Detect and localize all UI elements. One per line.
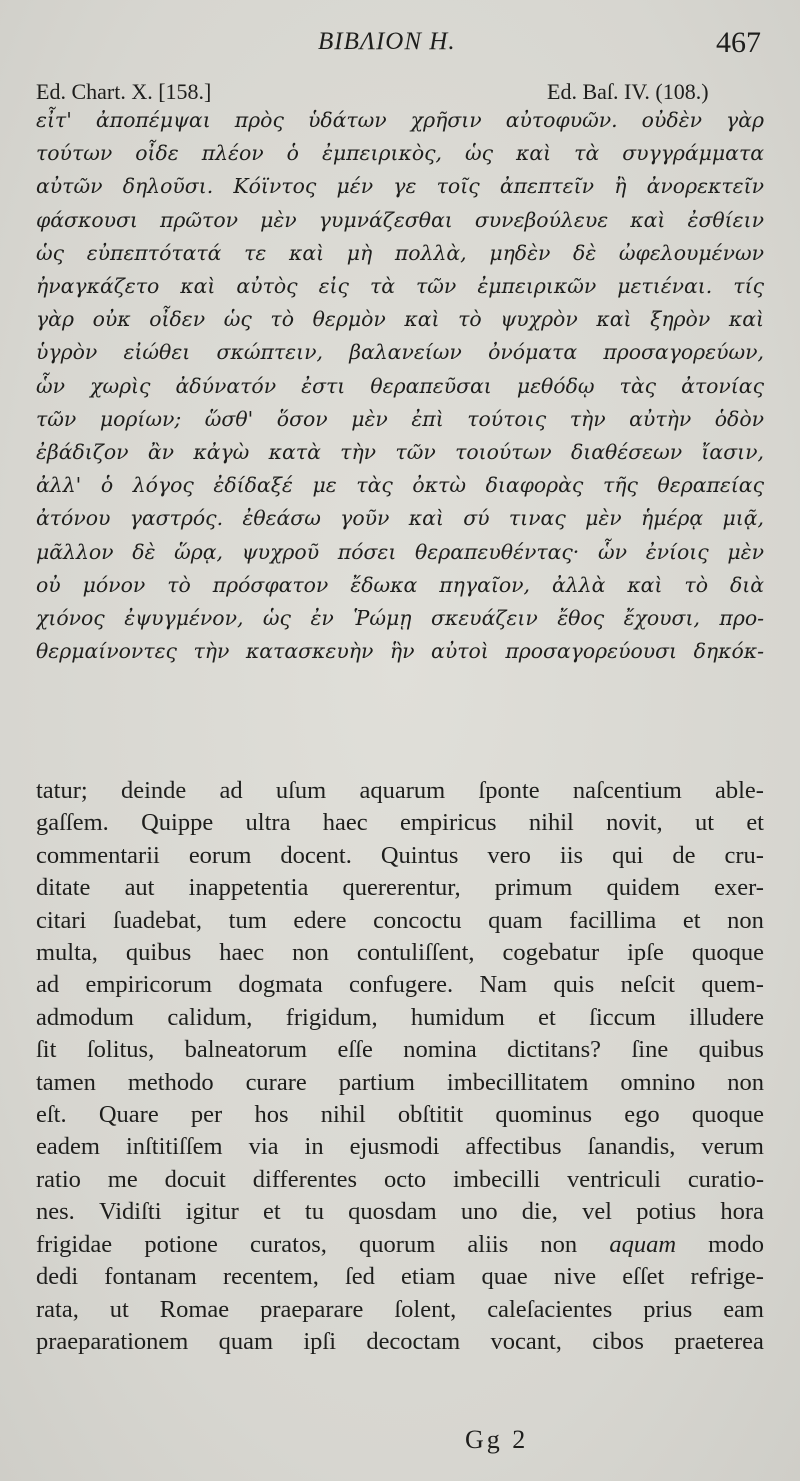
latin-word: eſt. [36,1101,67,1129]
latin-word: nihil [528,809,574,837]
latin-word: cru- [724,841,764,869]
greek-line: τῶν μορίων; ὥσθ' ὅσον μὲν ἐπὶ τούτοις τὴν αὐτὴν ὁδὸν [36,406,764,431]
latin-word: die, [521,1198,558,1226]
latin-word: ditate [36,874,91,902]
latin-word: gaſſem. [36,809,109,837]
latin-word: ego [624,1101,660,1129]
latin-word: via [248,1133,279,1161]
latin-word: igitur [185,1198,239,1226]
latin-word: quibus [698,1036,764,1064]
greek-line: φάσκουσι πρῶτον μὲν γυμνάζεσθαι συνεβούλευε καὶ ἐσθίειν [36,207,764,232]
latin-word: humidum [410,1003,505,1031]
greek-line: θερμαίνοντες τὴν κατασκευὴν ἣν αὐτοὶ προσαγορεύουσι δηκόκ- [36,639,764,664]
latin-word: omnino [620,1068,696,1096]
latin-word: exer- [714,874,764,902]
latin-word: eorum [188,841,252,869]
latin-word: qui [612,841,644,869]
latin-word: cibos [592,1327,644,1355]
greek-line: ἐβάδιζον ἂν κἀγὼ κατὰ τὴν τῶν τοιούτων διαθέσεων ἴασιν, [36,440,764,465]
latin-word: ſiccum [589,1003,656,1031]
latin-word: ejusmodi [349,1133,440,1161]
latin-word: ſit [36,1036,57,1064]
latin-word: verum [701,1133,764,1161]
latin-word: illudere [689,1003,764,1031]
latin-word: inappetentia [188,874,309,902]
greek-line: ὑγρὸν εἰώθει σκώπτειν, βαλανείων ὀνόματα προσαγορεύων, [36,340,764,365]
latin-word: Quare [98,1101,159,1129]
latin-line [36,775,764,807]
latin-word: vel [582,1198,612,1226]
latin-word: hora [720,1198,764,1226]
latin-word: quam [218,1327,274,1355]
latin-word: quoque [691,939,764,967]
latin-word: et [538,1003,556,1031]
latin-word: Nam [479,971,528,999]
latin-word: et [682,906,701,934]
greek-line: μᾶλλον δὲ ὥρᾳ, ψυχροῦ πόσει θεραπευθέντας· ὧν ἐνίοις μὲν [36,539,764,564]
latin-word: uſum [275,777,327,804]
latin-word: cogebatur [502,939,600,967]
latin-word: commentarii [36,841,160,869]
running-head [0,26,800,66]
latin-word: ſolent, [394,1295,457,1323]
greek-line: ὡς εὐπεπτότατά τε καὶ μὴ πολλὰ, μηδὲν δὲ ὠφελουμένων [36,240,764,265]
latin-word: frigidum, [285,1003,378,1031]
latin-word: non [540,1230,578,1258]
latin-word: ut [109,1295,129,1323]
latin-word: differentes [252,1165,358,1193]
signature-mark: Gg 2 [465,1425,529,1454]
latin-line [36,1294,764,1326]
latin-word: etiam [401,1263,456,1291]
latin-word: citari [36,906,87,934]
latin-word: me [107,1165,138,1193]
greek-line: οὐ μόνον τὸ πρόσφατον ἔδωκα πηγαῖον, ἀλλὰ καὶ τὸ διὰ [36,572,764,597]
latin-word: neſcit [620,971,675,999]
latin-word: potione [144,1230,218,1258]
latin-word: prius [643,1295,693,1323]
latin-word: Romae [159,1295,230,1323]
latin-word: nomina [403,1036,477,1064]
latin-word: frigidae [36,1230,113,1258]
latin-word: tum [228,906,267,934]
latin-word: able- [715,777,764,804]
latin-word: ventriculi [567,1165,661,1193]
latin-word: partium [338,1068,415,1096]
latin-line [36,1099,764,1131]
latin-word: recentem, [222,1263,319,1291]
latin-word: quam [488,906,543,934]
greek-line: τούτων οἶδε πλέον ὁ ἐμπειρικὸς, ὡς καὶ τὰ συγγράμματα [36,141,764,166]
running-title: ΒΙΒΛΙΟΝ Η. [318,28,456,55]
latin-word: quem- [701,971,764,999]
latin-word: ipſi [303,1327,337,1355]
latin-word: primum [494,874,573,902]
latin-word: imbecilli [453,1165,541,1193]
latin-line [36,1002,764,1034]
latin-word: imbecillitatem [446,1068,589,1096]
latin-word: tatur; [36,777,88,804]
edition-reference-basel: Ed. Baſ. IV. (108.) [547,79,709,104]
latin-word: nive [553,1263,597,1291]
latin-word: eſſet [622,1263,665,1291]
latin-word: praeterea [674,1327,764,1355]
latin-word: eadem [36,1133,100,1161]
latin-line [36,937,764,969]
latin-word: quererentur, [342,874,461,902]
latin-word: dogmata [238,971,323,999]
latin-word: curare [245,1068,307,1096]
greek-line: γὰρ οὐκ οἶδεν ὡς τὸ θερμὸν καὶ τὸ ψυχρὸν καὶ ξηρὸν καὶ [36,307,764,332]
latin-word: aut [124,874,155,902]
latin-word: praeparare [260,1295,364,1323]
latin-word: empiricorum [85,971,212,999]
latin-word: multa, [36,939,98,967]
latin-word: ſed [344,1263,375,1291]
latin-line [36,872,764,904]
latin-word: ſanandis, [587,1133,676,1161]
greek-line: εἶτ' ἀποπέμψαι πρὸς ὑδάτων χρῆσιν αὐτοφυῶν. οὐδὲν γὰρ [36,108,764,132]
latin-word: aquam [609,1230,677,1258]
latin-word: vocant, [490,1327,562,1355]
latin-word: ad [36,971,60,999]
latin-line [36,905,764,937]
latin-word: quorum [359,1230,436,1258]
latin-word: aliis [467,1230,509,1258]
latin-word: quis [553,971,595,999]
latin-word: ſine [631,1036,669,1064]
latin-text-block [36,775,764,1358]
latin-word: eam [723,1295,764,1323]
latin-word: deinde [120,777,187,804]
latin-word: facillima [569,906,657,934]
edition-reference-chartier: Ed. Chart. X. [158.] [36,79,212,104]
latin-word: calidum, [167,1003,253,1031]
greek-text-block [36,104,764,668]
latin-word: admodum [36,1003,134,1031]
latin-word: haec [219,939,265,967]
latin-word: praeparationem [36,1327,189,1355]
latin-word: tu [304,1198,324,1226]
latin-word: docuit [164,1165,226,1193]
latin-word: quidem [606,874,680,902]
latin-word: quae [481,1263,528,1291]
latin-word: per [190,1101,223,1129]
latin-word: ſolitus, [86,1036,155,1064]
latin-word: novit, [606,809,663,837]
latin-word: curatos, [250,1230,327,1258]
latin-word: refrige- [690,1263,764,1291]
latin-word: et [746,809,764,837]
latin-line [36,1164,764,1196]
latin-word: iis [559,841,584,869]
latin-line [36,807,764,839]
latin-word: methodo [127,1068,214,1096]
latin-word: Quippe [141,809,214,837]
latin-line [36,1067,764,1099]
latin-line [36,1196,764,1228]
latin-word: nes. [36,1198,75,1226]
latin-word: non [727,1068,764,1096]
latin-word: aquarum [359,777,446,804]
latin-word: non [292,939,329,967]
latin-word: ſponte [478,777,540,804]
latin-word: nihil [320,1101,366,1129]
latin-word: ipſe [627,939,664,967]
latin-word: curatio- [687,1165,764,1193]
latin-word: hos [254,1101,289,1129]
latin-word: vero [487,841,531,869]
greek-line: ἠναγκάζετο καὶ αὐτὸς εἰς τὰ τῶν ἐμπειρικῶν μετιέναι. τίς [36,274,764,299]
latin-word: ultra [245,809,291,837]
latin-word: caleſacientes [487,1295,613,1323]
greek-line: αὐτῶν δηλοῦσι. Κόϊντος μέν γε τοῖς ἀπεπτεῖν ἢ ἀνορεκτεῖν [36,174,764,199]
latin-word: contuliſſent, [356,939,475,967]
latin-line [36,1034,764,1066]
latin-line [36,1261,764,1293]
latin-word: non [727,906,764,934]
latin-word: dictitans? [507,1036,602,1064]
greek-line: ἀτόνου γαστρός. ἐθεάσω γοῦν καὶ σύ τινας μὲν ἡμέρᾳ μιᾷ, [36,506,764,531]
latin-word: modo [708,1230,764,1258]
latin-word: obſtitit [397,1101,464,1129]
latin-word: rata, [36,1295,79,1323]
latin-word: docent. [280,841,352,869]
latin-word: tamen [36,1068,96,1096]
latin-word: quosdam [348,1198,437,1226]
latin-word: decoctam [366,1327,461,1355]
latin-word: potius [636,1198,697,1226]
latin-word: uno [460,1198,498,1226]
latin-word: empiricus [399,809,497,837]
latin-line [36,969,764,1001]
greek-line: ὧν χωρὶς ἀδύνατόν ἐστι θεραπεῦσαι μεθόδῳ τὰς ἀτονίας [36,373,764,398]
latin-word: ſuadebat, [112,906,203,934]
latin-word: octo [383,1165,427,1193]
latin-word: Vidiſti [99,1198,162,1226]
greek-line: ἀλλ' ὁ λόγος ἐδίδαξέ με τὰς ὀκτὼ διαφορὰς τῆς θεραπείας [36,473,764,498]
latin-word: fontanam [104,1263,197,1291]
latin-word: ratio [36,1165,81,1193]
latin-word: quoque [691,1101,764,1129]
page-number: 467 [716,26,761,59]
latin-word: et [263,1198,281,1226]
latin-word: de [672,841,696,869]
latin-word: in [304,1133,324,1161]
latin-word: concoctu [373,906,462,934]
latin-word: ut [694,809,714,837]
latin-word: Quintus [380,841,459,869]
latin-word: balneatorum [184,1036,308,1064]
latin-word: edere [293,906,347,934]
latin-line [36,1131,764,1163]
latin-word: quibus [125,939,192,967]
latin-word: naſcentium [572,777,682,804]
latin-word: eſſe [337,1036,373,1064]
latin-line [36,1229,764,1261]
latin-word: quominus [495,1101,593,1129]
latin-word: inſtitiſſem [125,1133,223,1161]
latin-line [36,1326,764,1358]
latin-word: confugere. [349,971,454,999]
latin-word: haec [322,809,368,837]
greek-line: χιόνος ἐψυγμένον, ὡς ἐν Ῥώμῃ σκευάζειν ἔθος ἔχουσι, προ- [36,606,764,631]
latin-word: affectibus [465,1133,562,1161]
latin-line [36,840,764,872]
latin-word: ad [219,777,243,804]
latin-word: dedi [36,1263,79,1291]
